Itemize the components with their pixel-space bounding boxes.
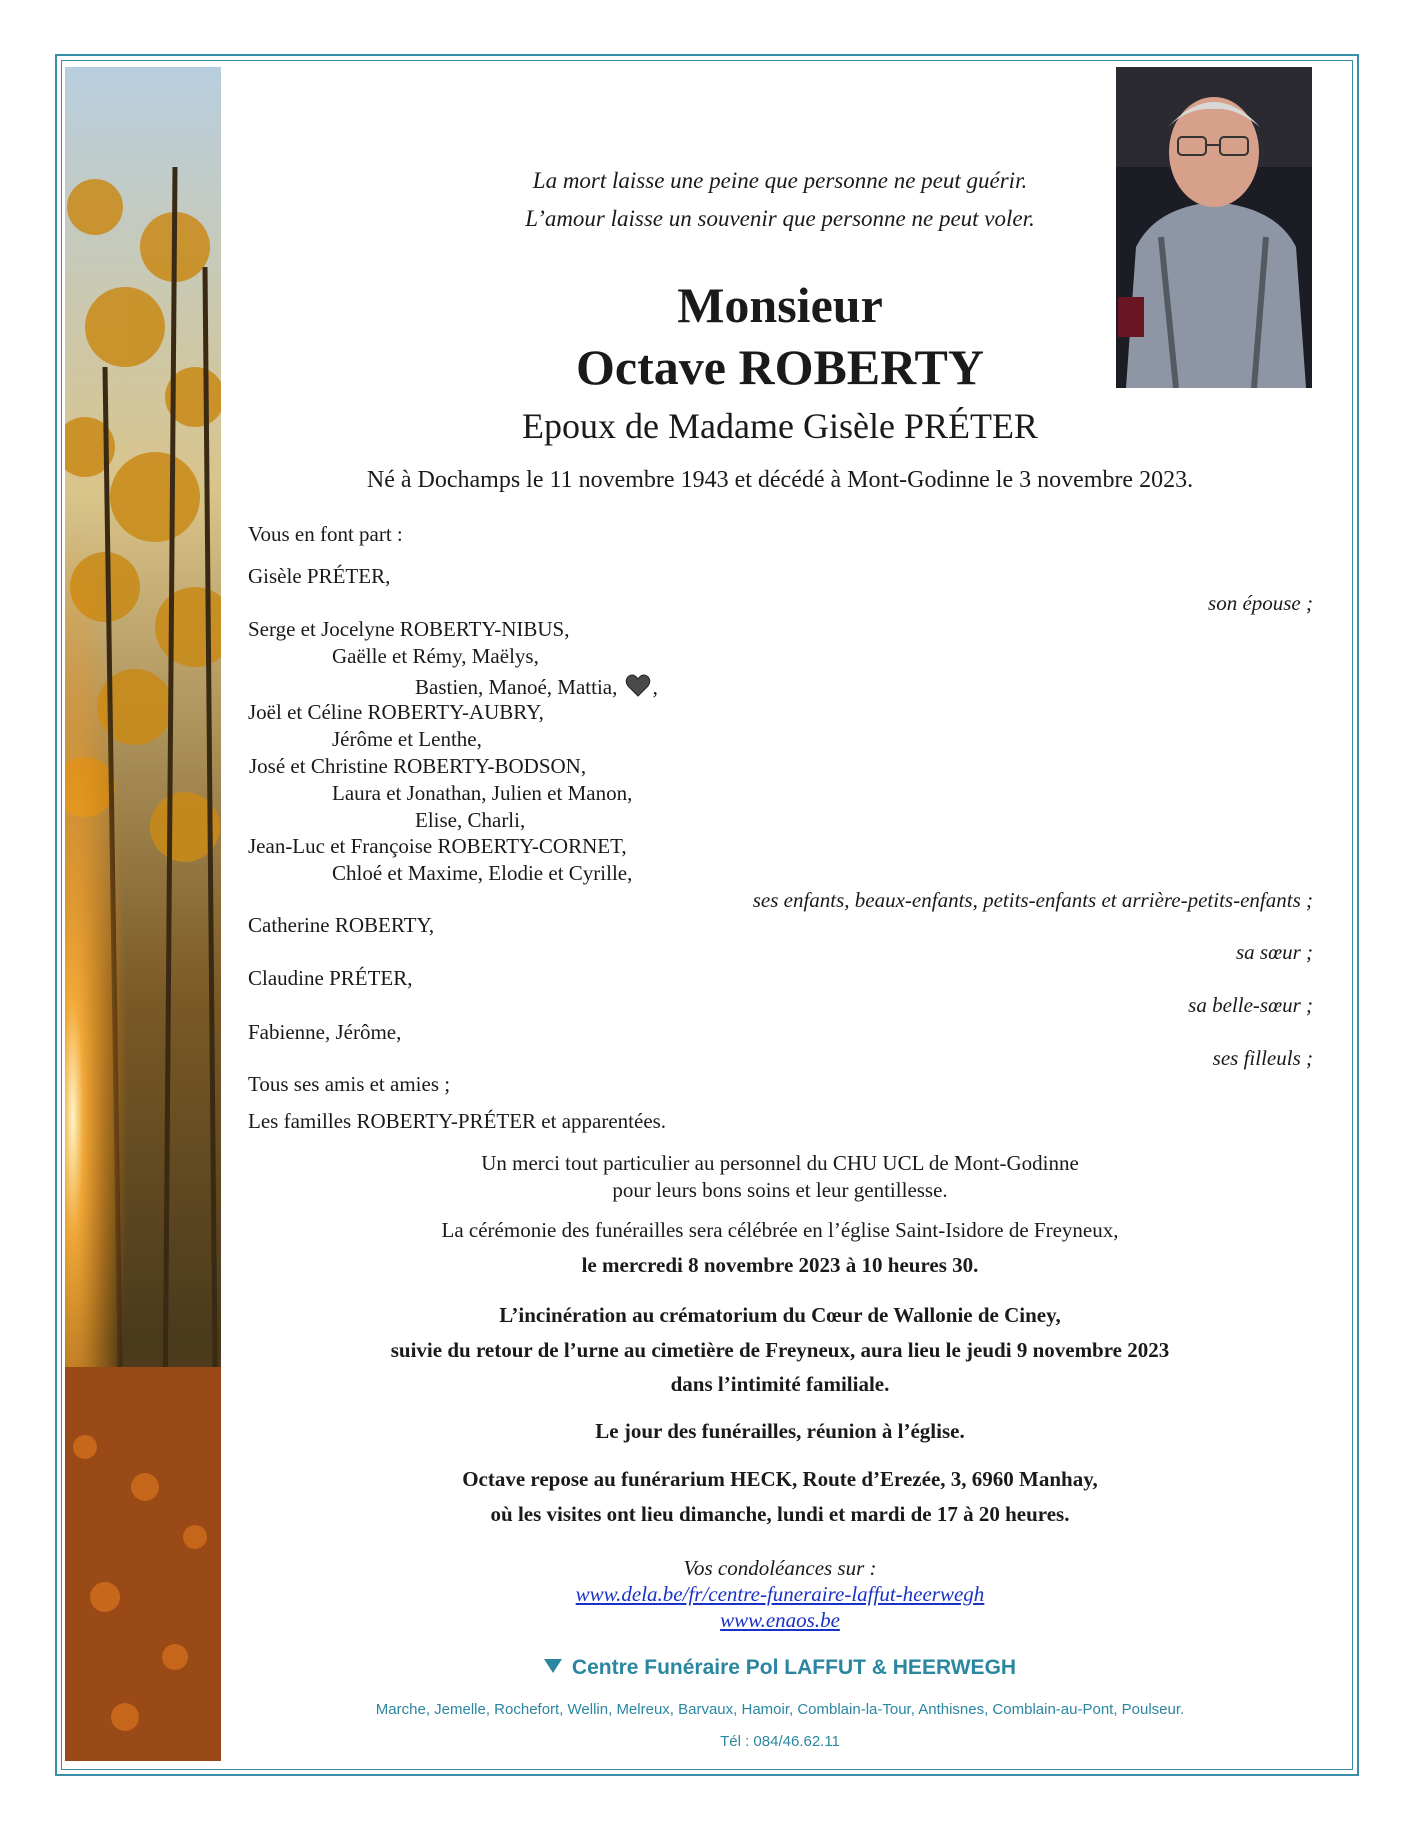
company-line: [240, 1656, 1320, 1680]
sister-name: Catherine ROBERTY,: [248, 913, 435, 937]
condolences-link-dela[interactable]: www.dela.be/fr/centre-funeraire-laffut-heerwegh: [575, 1582, 985, 1606]
funerarium-line-2: où les visites ont lieu dimanche, lundi et mardi de 17 à 20 heures.: [490, 1502, 1070, 1526]
family-line: Joël et Céline ROBERTY-AUBRY,: [248, 700, 544, 724]
company-phone: Tél : 084/46.62.11: [720, 1733, 840, 1750]
quote-line-2: L’amour laisse un souvenir que personne ne peut voler.: [525, 206, 1035, 231]
family-line: Serge et Jocelyne ROBERTY-NIBUS,: [248, 617, 570, 641]
ceremony-date: le mercredi 8 novembre 2023 à 10 heures 30.: [581, 1253, 979, 1277]
friends-line: Tous ses amis et amies ;: [248, 1072, 451, 1096]
spouse-line: Epoux de Madame Gisèle PRÉTER: [522, 406, 1038, 446]
cremation-line-3: dans l’intimité familiale.: [670, 1372, 890, 1396]
announce-intro: Vous en font part :: [248, 522, 403, 546]
family-line: Elise, Charli,: [415, 808, 526, 832]
meeting-line: Le jour des funérailles, réunion à l’église.: [595, 1419, 965, 1443]
deceased-name: Octave ROBERTY: [576, 339, 984, 395]
condolences-link-enaos[interactable]: www.enaos.be: [720, 1608, 840, 1632]
family-line: Laura et Jonathan, Julien et Manon,: [332, 781, 633, 805]
deceased-title: Monsieur: [677, 277, 883, 333]
children-role: ses enfants, beaux-enfants, petits-enfants et arrière-petits-enfants ;: [752, 888, 1313, 912]
sisterinlaw-role: sa belle-sœur ;: [1188, 993, 1313, 1017]
company-locations: Marche, Jemelle, Rochefort, Wellin, Melreux, Barvaux, Hamoir, Comblain-la-Tour, Anthisnes, Comblain-au-Pont, Poulseur.: [375, 1701, 1185, 1718]
families-line: Les familles ROBERTY-PRÉTER et apparentées.: [248, 1109, 667, 1133]
sister-role: sa sœur ;: [1235, 940, 1313, 964]
family-line: José et Christine ROBERTY-BODSON,: [249, 754, 587, 778]
cremation-line-1: L’incinération au crématorium du Cœur de Wallonie de Ciney,: [499, 1303, 1061, 1327]
godchildren-role: ses filleuls ;: [1212, 1046, 1313, 1070]
triangle-down-icon: [544, 1656, 562, 1680]
birth-death-dates: Né à Dochamps le 11 novembre 1943 et décédé à Mont-Godinne le 3 novembre 2023.: [366, 467, 1194, 493]
ceremony-line-1: La cérémonie des funérailles sera célébrée en l’église Saint-Isidore de Freyneux,: [441, 1218, 1119, 1242]
autumn-forest-image: [65, 67, 221, 1761]
condolences-label: Vos condoléances sur :: [683, 1556, 877, 1580]
sisterinlaw-name: Claudine PRÉTER,: [248, 966, 413, 990]
thanks-line-2: pour leurs bons soins et leur gentillesse.: [612, 1178, 948, 1202]
family-line: Chloé et Maxime, Elodie et Cyrille,: [332, 861, 633, 885]
funerarium-line-1: Octave repose au funérarium HECK, Route d’Erezée, 3, 6960 Manhay,: [462, 1467, 1098, 1491]
godchildren-name: Fabienne, Jérôme,: [248, 1020, 402, 1044]
thanks-line-1: Un merci tout particulier au personnel du CHU UCL de Mont-Godinne: [481, 1151, 1079, 1175]
spouse-role: son épouse ;: [1208, 591, 1313, 615]
spouse-name: Gisèle PRÉTER,: [248, 564, 391, 588]
heart-icon: [625, 674, 651, 704]
family-line: Gaëlle et Rémy, Maëlys,: [332, 644, 539, 668]
family-line: Jérôme et Lenthe,: [332, 727, 482, 751]
family-line: Bastien, Manoé, Mattia,: [415, 674, 618, 699]
quote-line-1: La mort laisse une peine que personne ne peut guérir.: [532, 168, 1028, 193]
cremation-line-2: suivie du retour de l’urne au cimetière de Freyneux, aura lieu le jeudi 9 novembre 2023: [390, 1338, 1170, 1362]
heart-suffix: ,: [652, 674, 658, 699]
company-name: Centre Funéraire Pol LAFFUT & HEERWEGH: [571, 1656, 1017, 1679]
family-line: Jean-Luc et Françoise ROBERTY-CORNET,: [248, 834, 627, 858]
